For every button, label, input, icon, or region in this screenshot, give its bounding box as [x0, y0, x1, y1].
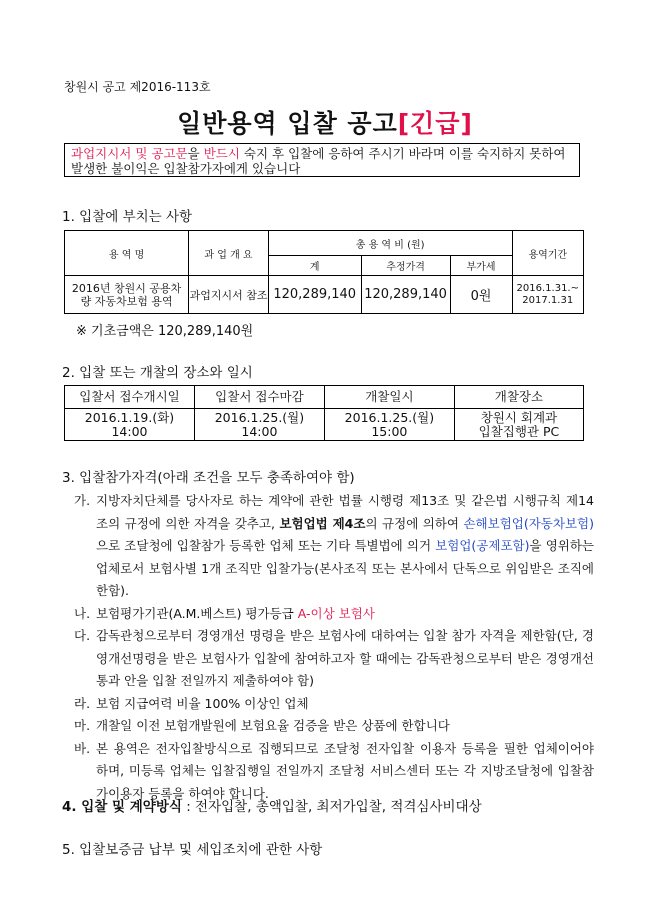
start-date: 2016.1.19.(화): [84, 409, 175, 425]
place-line1: 창원시 회계과: [480, 409, 558, 425]
row-vat: 0원: [450, 276, 512, 314]
open-date: 2016.1.25.(월): [344, 409, 435, 425]
col-place: 개찰장소: [454, 386, 583, 409]
place-line2: 입찰집행관 PC: [478, 423, 560, 439]
list-item: [74, 693, 594, 716]
item-marker: 바.: [74, 740, 91, 756]
col-estimate: 추정가격: [361, 256, 450, 276]
page-title: [0, 104, 650, 140]
col-task: 과 업 개 요: [189, 231, 269, 276]
col-vat: 부가세: [450, 256, 512, 276]
item-marker: 다.: [74, 628, 91, 643]
title-main: 일반용역 입찰 공고: [177, 109, 398, 138]
open-time: 15:00: [371, 423, 408, 439]
warning-box: [64, 143, 580, 177]
item-marker: 가.: [74, 493, 91, 508]
col-cost: 총 용 역 비 (원): [268, 231, 512, 256]
section2-heading: 2. 입찰 또는 개찰의 장소와 일시: [62, 365, 253, 381]
section4-heading: 4. 입찰 및 계약방식: [62, 799, 182, 815]
item-bold: 보험업법 제4조: [279, 515, 366, 531]
item-text: 을 영위하는 업체로서 보험사별 1개 조직만 입찰가능(본사조직 또는 본사에서 단독으로 위임받은 조직에 한함).: [96, 538, 594, 598]
title-urgent: [긴급]: [397, 109, 473, 138]
item-text: 으로 조달청에 입찰참가 등록한 업체 또는 기타 특별법에 의거: [96, 538, 436, 553]
schedule-table: [64, 385, 584, 441]
col-end: 입찰서 접수마감: [194, 386, 324, 409]
item-text: 보험평가기관(A.M.베스트) 평가등급: [96, 605, 298, 621]
open-cell: [324, 409, 454, 441]
row-task: 과업지시서 참조: [189, 276, 269, 314]
notice-number: 창원시 공고 제2016-113호: [64, 80, 211, 94]
warning-part4: 숙지 후 입찰에 응하여 주시기 바라며 이를 숙지하지 못하여 발생한 불이익은 입찰참가자에게 있습니다: [71, 146, 566, 176]
item-marker: 나.: [74, 605, 91, 621]
col-service: 용 역 명: [65, 231, 189, 276]
item-text: 지방자치단체를 당사자로 하는 계약에 관한 법률 시행령 제13조 및 같은법 시행규칙 제14조의 규정에 의한 자격을 갖추고,: [96, 493, 594, 531]
service-table: [64, 230, 584, 314]
item-marker: 마.: [74, 718, 91, 733]
item-text: 보험 지급여력 비율 100% 이상인 업체: [96, 695, 309, 711]
item-text: 의 규정에 의하여: [365, 515, 464, 531]
list-item: [74, 715, 594, 738]
section1-heading: 1. 입찰에 부치는 사항: [62, 209, 193, 225]
section5-heading: 5. 입찰보증금 납부 및 세입조치에 관한 사항: [62, 842, 323, 858]
row-total: 120,289,140: [268, 276, 361, 314]
col-open: 개찰일시: [324, 386, 454, 409]
row-service: 2016년 창원시 공용차량 자동차보험 용역: [65, 276, 189, 314]
place-cell: [454, 409, 583, 441]
col-period: 용역기간: [512, 231, 583, 276]
item-highlight: 손해보험업(자동차보험): [463, 515, 594, 531]
qualification-list: [74, 490, 594, 805]
section3-heading: 3. 입찰참가자격(아래 조건을 모두 충족하여야 함): [62, 470, 355, 486]
row-estimate: 120,289,140: [361, 276, 450, 314]
item-marker: 라.: [74, 695, 91, 711]
list-item: [74, 490, 594, 603]
section4-line: [62, 795, 482, 815]
item-text: 본 용역은 전자입찰방식으로 집행되므로 조달청 전자입찰 이용자 등록을 필한 업체이어야 하며, 미등록 업체는 입찰집행일 전일까지 조달청 서비스센터 또는 각 지방조달청에 입찰참가이용자 등록을 하여야 합니다.: [96, 740, 594, 801]
col-start: 입찰서 접수개시일: [65, 386, 195, 409]
item-text: 개찰일 이전 보험개발원에 보험요율 검증을 받은 상품에 한합니다: [96, 718, 450, 733]
section4-text: : 전자입찰, 총액입찰, 최저가입찰, 적격심사비대상: [181, 799, 482, 815]
col-total: 계: [268, 256, 361, 276]
warning-part3: 반드시: [203, 146, 240, 161]
item-highlight: A-이상 보험사: [297, 605, 375, 621]
base-amount-note: ※ 기초금액은 120,289,140원: [76, 324, 254, 339]
item-text: 감독관청으로부터 경영개선 명령을 받은 보험사에 대하여는 입찰 참가 자격을 제한함(단, 경영개선명령을 받은 보험사가 입찰에 참여하고자 할 때에는 감독관청으로부터 받은 경영개선 통과 안을 입찰 전일까지 제출하여야 함): [96, 628, 594, 688]
end-cell: [194, 409, 324, 441]
item-highlight: 보험업(공제포함): [435, 538, 530, 553]
end-time: 14:00: [241, 423, 278, 439]
start-cell: [65, 409, 195, 441]
list-item: [74, 603, 594, 626]
warning-part2: 을: [187, 146, 204, 161]
warning-part1: 과업지시서 및 공고문: [71, 146, 188, 161]
row-period: 2016.1.31.~ 2017.1.31: [512, 276, 583, 314]
start-time: 14:00: [111, 423, 148, 439]
list-item: [74, 625, 594, 693]
end-date: 2016.1.25.(월): [214, 409, 305, 425]
